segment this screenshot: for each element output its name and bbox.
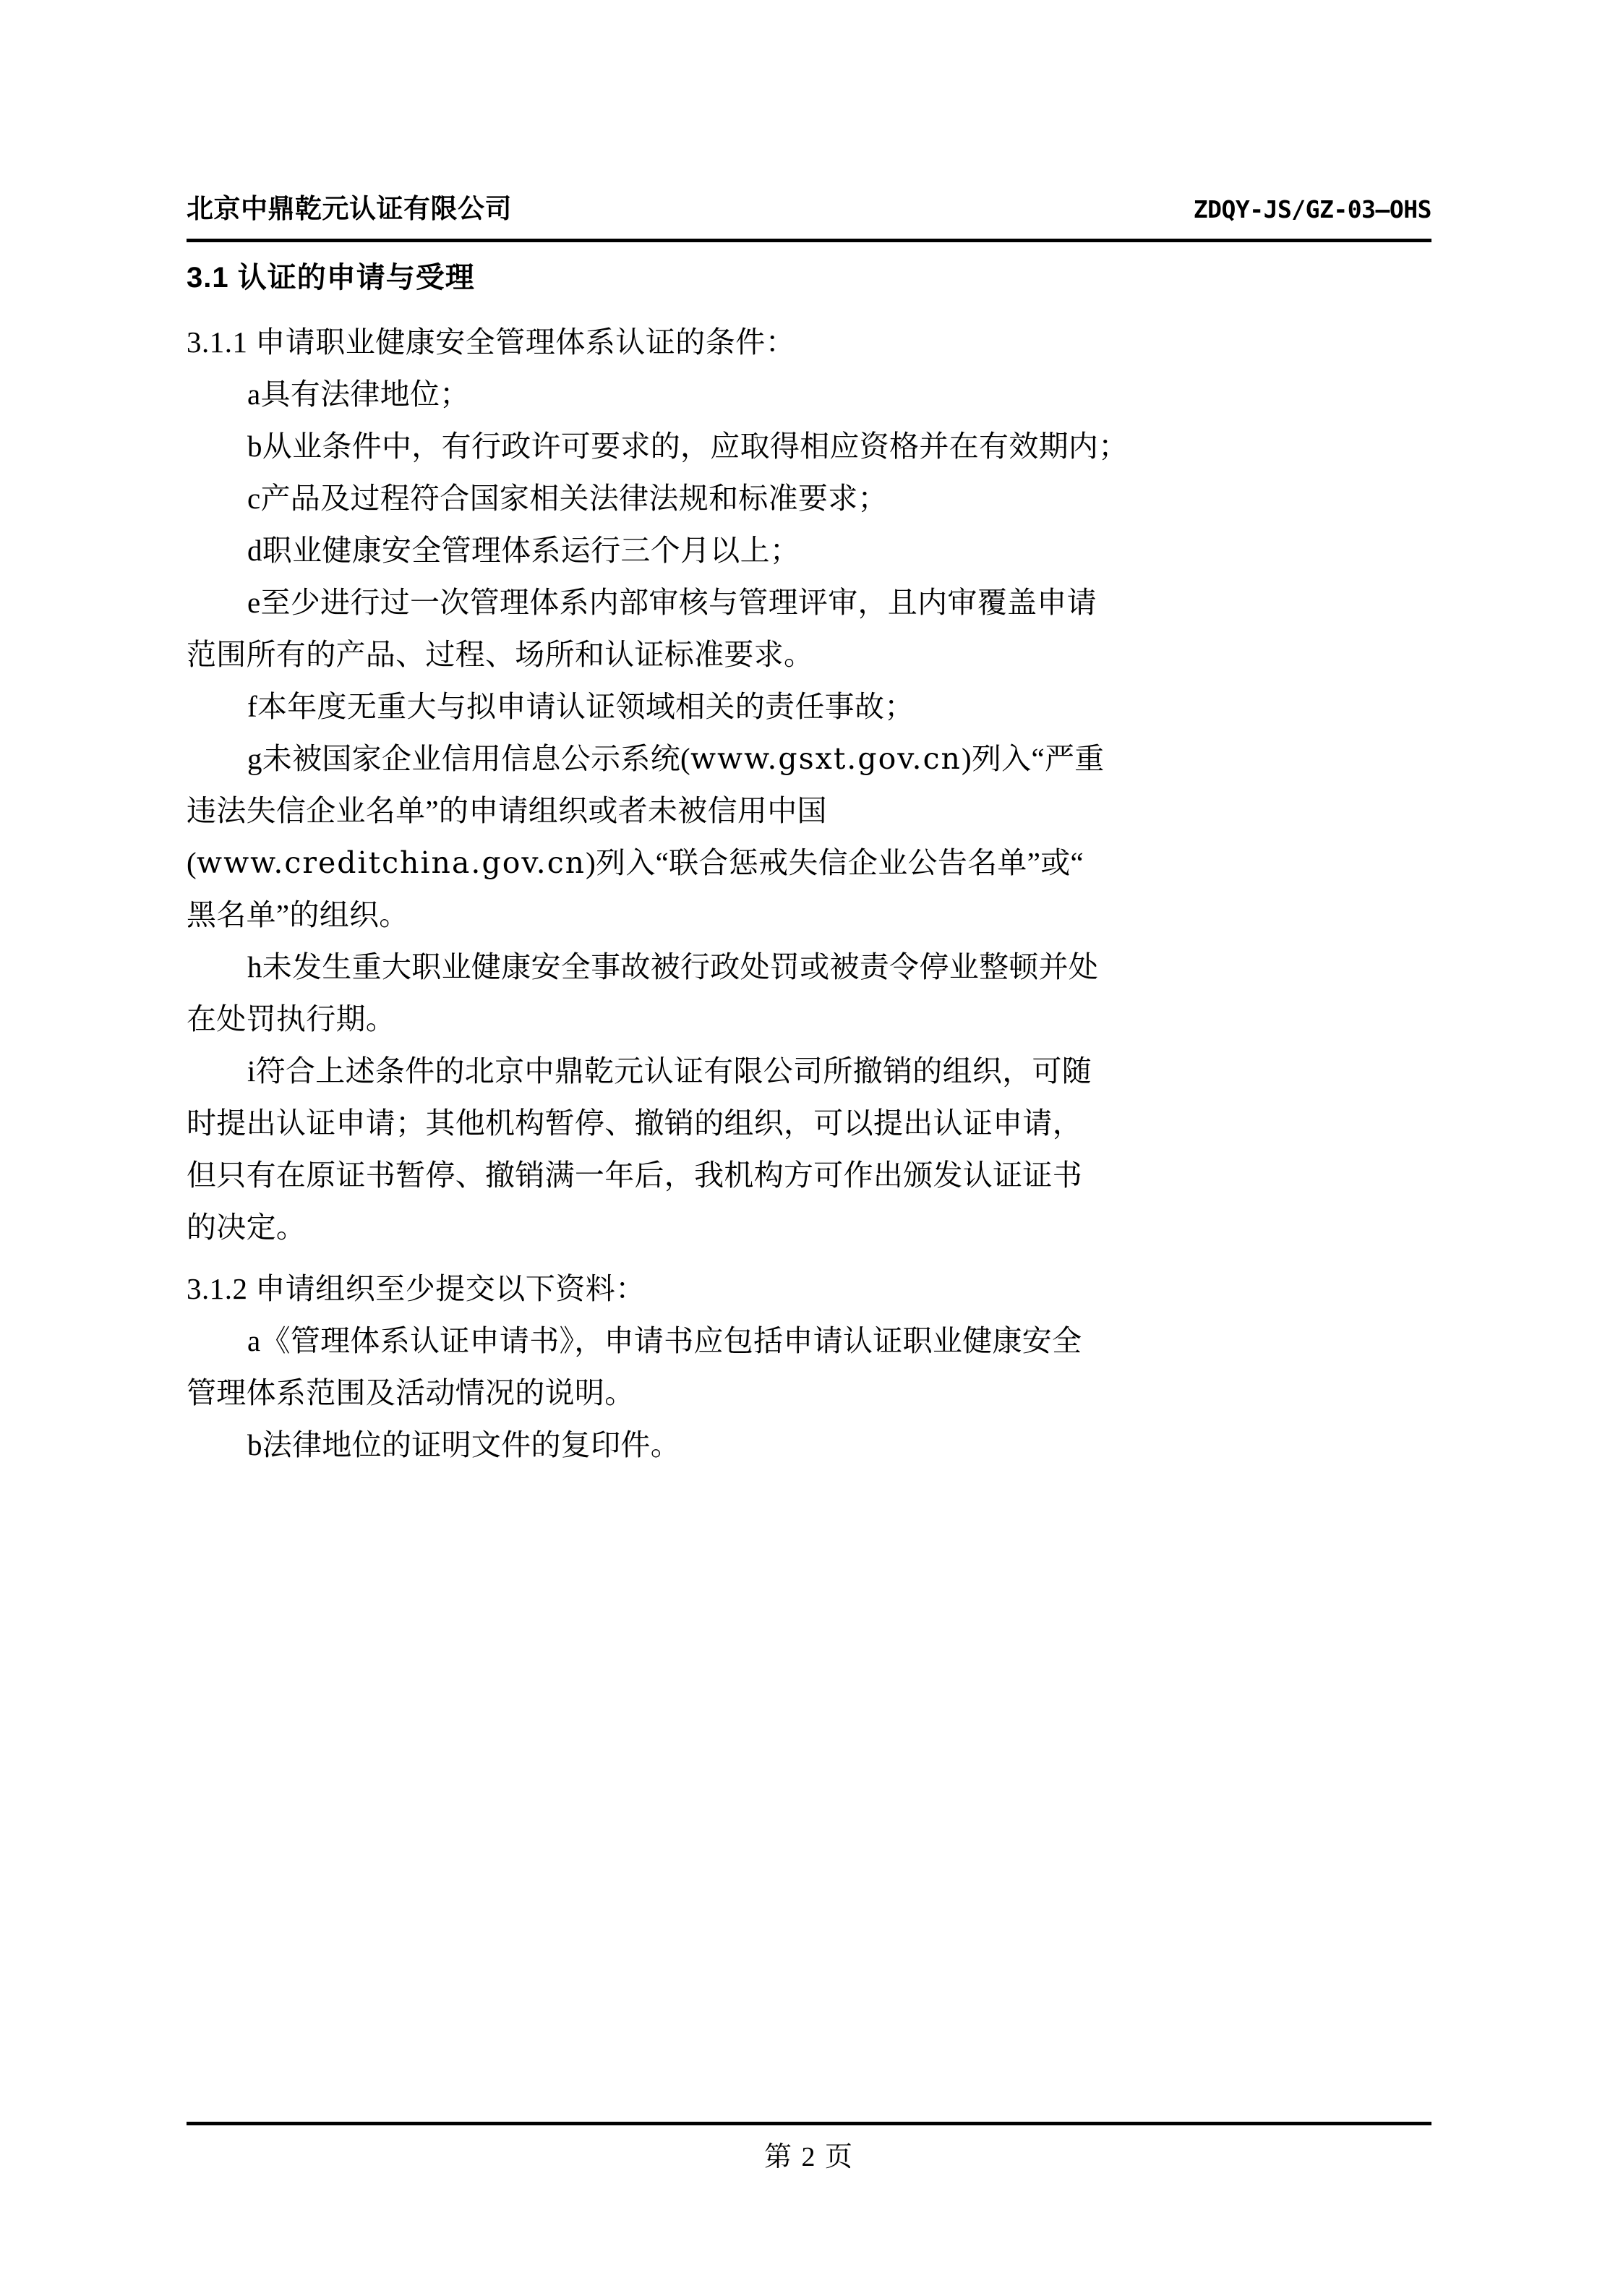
body-item-g-line-2: 违法失信企业名单”的申请组织或者未被信用中国 [187, 794, 827, 827]
body-item-c: c产品及过程符合国家相关法律法规和标准要求； [247, 482, 888, 515]
body-item-f: f本年度无重大与拟申请认证领域相关的责任事故； [247, 690, 915, 723]
body-item-g-line-1-suffix: )列入“严重 [961, 742, 1105, 775]
body-item-g-line-3-prefix: ( [187, 846, 197, 879]
materials-item-a-line-2: 管理体系范围及活动情况的说明。 [187, 1376, 635, 1409]
body-item-g-line-4: 黑名单”的组织。 [187, 898, 409, 931]
body-item-d: d职业健康安全管理体系运行三个月以上； [247, 534, 800, 567]
body-item-a: a具有法律地位； [247, 377, 470, 411]
body-item-e-line-2: 范围所有的产品、过程、场所和认证标准要求。 [187, 638, 814, 671]
footer-page-number: 第 2 页 [763, 2142, 854, 2172]
body-item-i-line-4: 的决定。 [187, 1211, 307, 1244]
body-item-i-line-3: 但只有在原证书暂停、撤销满一年后，我机构方可作出颁发认证证书 [187, 1158, 1082, 1192]
header-company-name: 北京中鼎乾元认证有限公司 [187, 194, 512, 223]
subsection-heading-3-1-2: 3.1.2 申请组织至少提交以下资料： [187, 1272, 646, 1305]
page-footer [187, 2122, 1431, 2174]
header-divider-rule [187, 239, 1431, 242]
materials-item-b: b法律地位的证明文件的复印件。 [247, 1428, 680, 1461]
running-header [187, 0, 1431, 226]
materials-item-a-line-1: a《管理体系认证申请书》，申请书应包括申请认证职业健康安全 [247, 1324, 1082, 1357]
subsection-heading-3-1-1: 3.1.1 申请职业健康安全管理体系认证的条件： [187, 325, 796, 359]
body-item-h-line-1: h未发生重大职业健康安全事故被行政处罚或被责令停业整顿并处 [247, 950, 1099, 983]
page-content [187, 0, 1431, 1460]
body-item-h-line-2: 在处罚执行期。 [187, 1002, 396, 1036]
body-item-e-line-1: e至少进行过一次管理体系内部审核与管理评审，且内审覆盖申请 [247, 586, 1097, 619]
section-heading-3-1: 3.1 认证的申请与受理 [187, 262, 475, 294]
creditchina-url-text: www.creditchina.gov.cn [196, 845, 586, 880]
body-item-i-line-1: i符合上述条件的北京中鼎乾元认证有限公司所撤销的组织，可随 [247, 1054, 1092, 1088]
body-item-i-line-2: 时提出认证申请；其他机构暂停、撤销的组织，可以提出认证申请， [187, 1106, 1082, 1140]
header-document-code: ZDQY-JS/GZ-03—OHS [1193, 195, 1431, 223]
body-item-g-line-3-suffix: )列入“联合惩戒失信企业公告名单”或“ [586, 846, 1084, 879]
body-item-g-line-1 [187, 741, 1431, 776]
footer-divider-rule [187, 2122, 1431, 2125]
body-item-g-line-3 [187, 845, 1431, 880]
body-item-b: b从业条件中，有行政许可要求的，应取得相应资格并在有效期内； [247, 430, 1129, 463]
body-item-g-line-1-prefix: g未被国家企业信用信息公示系统( [247, 742, 690, 775]
gsxt-url-text: www.gsxt.gov.cn [690, 741, 962, 776]
